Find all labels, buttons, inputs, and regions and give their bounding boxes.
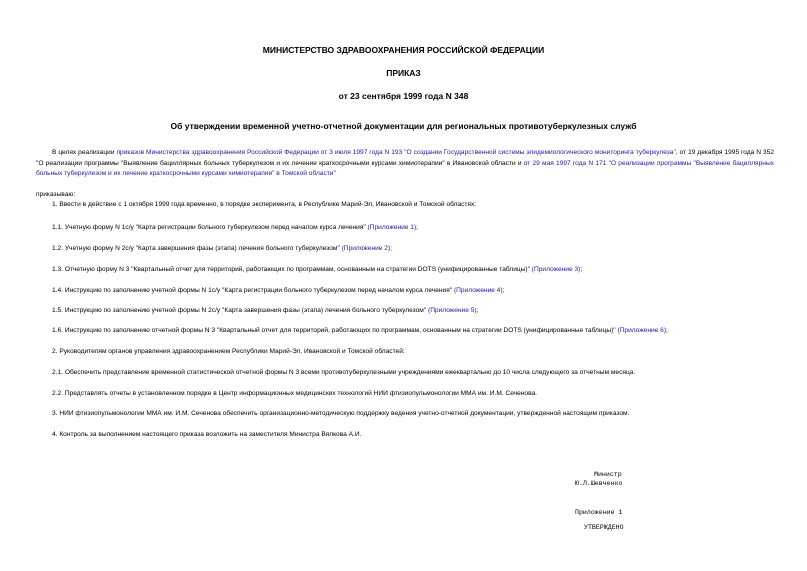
item-1-2 (52, 245, 392, 252)
intro-paragraph (36, 148, 774, 180)
appendix-4-link[interactable]: (Приложение 4) (453, 287, 503, 294)
intro-text-1: В целях реализации (52, 149, 117, 156)
item-1-1 (52, 224, 418, 231)
item-text: 1.2. Учетную форму N 2с/у "Карта завершения фазы (этапа) лечения больного туберкулезом" (52, 245, 342, 252)
appendix-1-link[interactable]: (Приложение 1) (367, 224, 417, 231)
item-text: 1.4. Инструкцию по заполнению учетной формы N 1с/у "Карта регистрации больного туберкулезом перед началом курса лечения" (52, 287, 454, 294)
item-end: ; (580, 266, 583, 273)
date-number-heading: от 23 сентября 1999 года N 348 (338, 91, 469, 101)
item-end: ; (502, 287, 505, 294)
intro-text-2: , от 19 декабря 1995 года N 352 "О реализации программы "Выявление бациллярных больных туберкулезом и их лечение краткосрочными курсами химиотерапии" в Ивановской области и (36, 149, 774, 167)
item-end: ; (476, 307, 479, 314)
intro-link-orders[interactable]: приказов Министерства здравоохранения Российской Федерации от 3 июля 1997 года N 193 "О создании Государственной системы эпидемиологического мониторинга туберкулеза" (116, 149, 676, 156)
item-end: ; (666, 327, 668, 334)
approved-label: УТВЕРЖДЕНО (584, 524, 624, 531)
item-1-3 (52, 266, 582, 273)
item-text: 1.6. Инструкцию по заполнению отчетной формы N 3 "Квартальный отчет для территорий, работающих по программам, основанным на стратегии DOTS (унифицированные таблицы)" (52, 327, 618, 334)
item-2-2: 2.2. Представлять отчеты в установленном порядке в Центр информационных медицинских технологий НИИ фтизиопульмонологии ММА им. И.М. Сеченова. (52, 390, 538, 397)
item-end: ; (416, 224, 418, 231)
appendix-3-link[interactable]: (Приложение 3) (531, 266, 581, 273)
appendix-label: Приложение 1 (575, 509, 623, 516)
appendix-2-link[interactable]: (Приложение 2) (341, 245, 391, 252)
item-4: 4. Контроль за выполнением настоящего приказа возложить на заместителя Министра Вялкова А.И. (52, 431, 362, 438)
signature-role: Министр (594, 471, 622, 478)
ministry-heading: МИНИСТЕРСТВО ЗДРАВООХРАНЕНИЯ РОССИЙСКОЙ ФЕДЕРАЦИИ (262, 45, 545, 55)
appendix-6-link[interactable]: (Приложение 6) (617, 327, 667, 334)
signature-name: Ю.Л.Шевченко (575, 480, 623, 487)
appendix-5-link[interactable]: (Приложение 5) (428, 307, 477, 314)
item-1-4 (52, 287, 504, 294)
item-3: 3. НИИ фтизиопульмонологии ММА им. И.М. Сеченова обеспечить организационно-методическую поддержку ведения учетно-отчетной документации, утвержденной настоящим приказом. (52, 410, 630, 417)
item-2-1: 2.1. Обеспечить представление временной статистической отчетной формы N 3 всеми противотуберкулезными учреждениями ежеквартально до 10 числа следующего за отчетным месяца. (52, 369, 636, 376)
item-2: 2. Руководителям органов управления здравоохранением Республики Марий-Эл, Ивановской и Томской областей: (52, 348, 405, 355)
item-1: 1. Ввести в действие с 1 октября 1999 года временно, в порядке эксперимента, в Республике Марий-Эл, Ивановской и Томской областях: (52, 201, 477, 208)
item-1-5 (52, 307, 478, 314)
item-text: 1.1. Учетную форму N 1с/у "Карта регистрации больного туберкулезом перед началом курса лечения" (52, 224, 368, 231)
intro-link-order-171[interactable]: от 29 мая 1997 года N 171 "О реализации программы "Выявление бациллярных больных туберкулезом и их лечение краткосрочными курсами химиотерапии" в Томской области" (36, 159, 774, 177)
document-title: Об утверждении временной учетно-отчетной документации для региональных противотуберкулезных служб (170, 121, 637, 131)
doc-type-heading: ПРИКАЗ (386, 68, 421, 78)
item-text: 1.5. Инструкцию по заполнению учетной формы N 2с/у "Карта завершения фазы (этапа) лечения больного туберкулезом" (52, 307, 428, 314)
order-word: приказываю: (36, 191, 76, 198)
item-end: ; (390, 245, 393, 252)
item-1-6 (52, 327, 668, 334)
item-text: 1.3. Отчетную форму N 3 "Квартальный отчет для территорий, работающих по программам, основанным на стратегии DOTS (унифицированные таблицы)" (52, 266, 532, 273)
